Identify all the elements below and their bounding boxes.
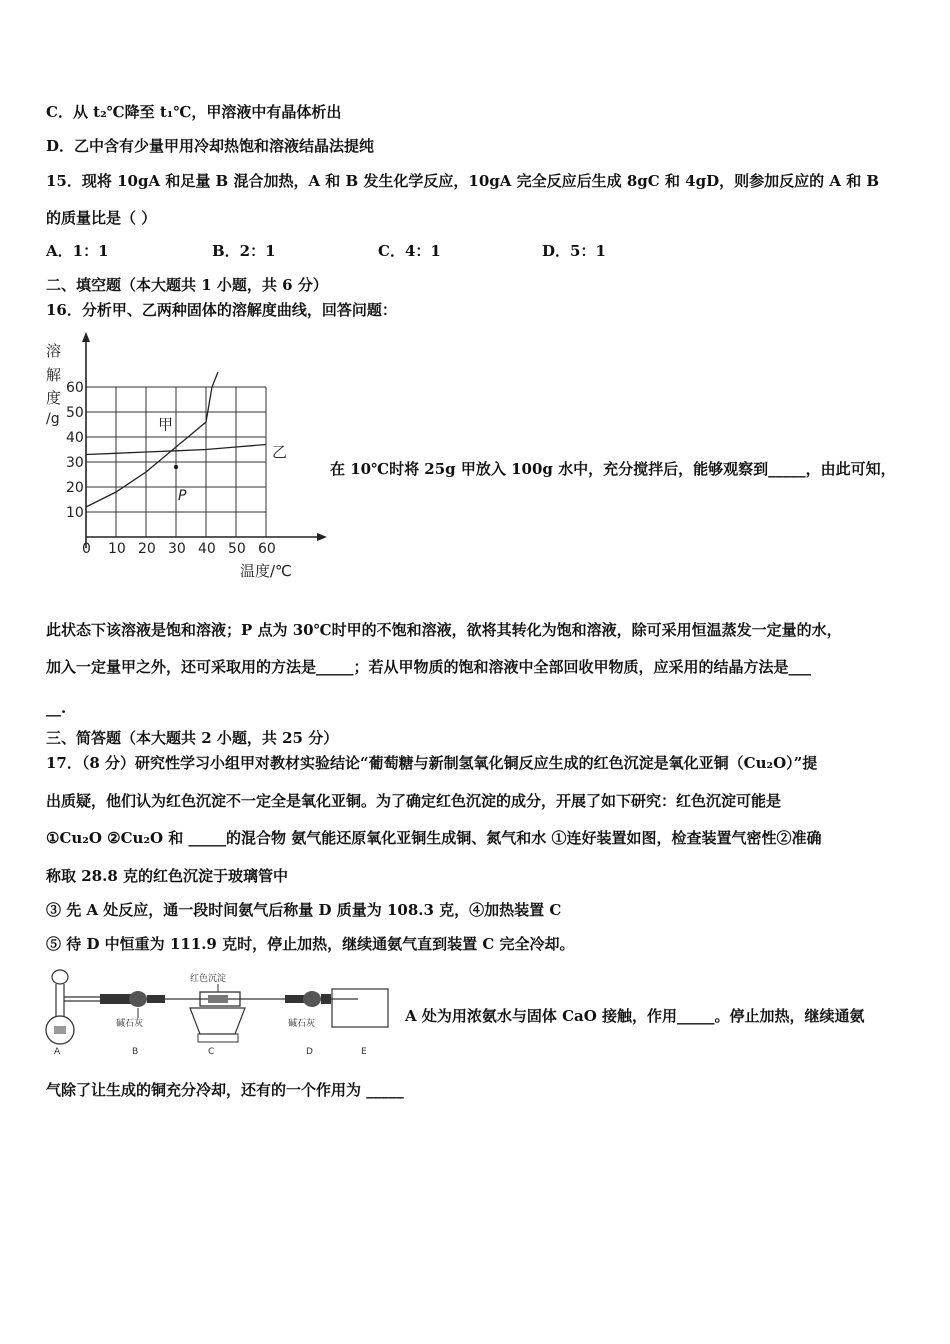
apparatus-a-flask (46, 970, 100, 1044)
letter-e: E (361, 1047, 367, 1057)
x-tick-0: 0 (82, 541, 91, 557)
q16-line2: 此状态下该溶液是饱和溶液；P 点为 30℃时甲的不饱和溶液，欲将其转化为饱和溶液，除可采用恒温蒸发一定量的水， (46, 621, 842, 639)
y-tick-10: 10 (66, 505, 84, 521)
q16-line4: __. (46, 699, 67, 717)
x-axis-arrow (317, 533, 327, 541)
letter-d: D (306, 1047, 313, 1057)
q15-stem-line2: 的质量比是（ ） (46, 209, 157, 227)
series-jia-label: 甲 (158, 415, 174, 434)
d-label: 碱石灰 (288, 1019, 316, 1029)
q15-option-a: A．1：1 (46, 242, 109, 260)
y-tick-20: 20 (66, 480, 84, 496)
point-p (174, 465, 178, 469)
q15-option-d: D．5：1 (542, 242, 606, 260)
y-tick-60: 60 (66, 380, 84, 396)
q16-stem: 16．分析甲、乙两种固体的溶解度曲线，回答问题： (46, 301, 397, 319)
q14-option-c: C．从 t₂℃降至 t₁℃，甲溶液中有晶体析出 (46, 103, 342, 121)
q17-line1: 17．（8 分）研究性学习小组甲对教材实验结论“葡萄糖与新制氢氧化铜反应生成的红色沉淀是氧化亚铜（Cu₂O）”提 (46, 754, 818, 772)
section-3-heading: 三、简答题（本大题共 2 小题，共 25 分） (46, 729, 339, 747)
x-tick-10: 10 (108, 541, 126, 557)
chart-ticks (66, 380, 276, 557)
apparatus-b-drying-tube (100, 991, 165, 1029)
q17-line6: ⑤ 待 D 中恒重为 111.9 克时，停止加热，继续通氨气直到装置 C 完全冷却。 (46, 935, 575, 953)
y-axis-label-4: /g (46, 411, 60, 427)
y-axis-label-2: 解 (46, 366, 62, 384)
letter-a: A (54, 1047, 61, 1057)
b-label: 碱石灰 (116, 1019, 144, 1029)
y-axis-arrow (82, 332, 90, 342)
q16-side-text: 在 10℃时将 25g 甲放入 100g 水中，充分搅拌后，能够观察到_____，由此可知， (330, 460, 896, 478)
y-axis-label-3: 度 (46, 389, 62, 407)
x-axis-label: 温度/℃ (240, 562, 292, 580)
solubility-chart (40, 330, 340, 585)
point-p-label: P (178, 488, 187, 504)
apparatus-e-box (332, 989, 388, 1027)
y-tick-50: 50 (66, 405, 84, 421)
y-axis-label-1: 溶 (46, 342, 62, 360)
chart-grid (86, 387, 266, 537)
x-tick-60: 60 (258, 541, 276, 557)
y-tick-40: 40 (66, 430, 84, 446)
x-tick-40: 40 (198, 541, 216, 557)
q15-option-b: B．2：1 (212, 242, 276, 260)
q17-line3: ①Cu₂O ②Cu₂O 和 _____的混合物 氨气能还原氧化亚铜生成铜、氮气和水 ①连好装置如图，检查装置气密性②准确 (46, 829, 822, 847)
series-yi-label: 乙 (272, 443, 288, 461)
q17-line5: ③ 先 A 处反应，通一段时间氨气后称量 D 质量为 108.3 克，④加热装置 C (46, 901, 562, 919)
q17-side-text: A 处为用浓氨水与固体 CaO 接触，作用_____。停止加热，继续通氨 (405, 1007, 865, 1025)
q14-option-d: D．乙中含有少量甲用冷却热饱和溶液结晶法提纯 (46, 137, 375, 155)
q17-line2: 出质疑，他们认为红色沉淀不一定全是氧化亚铜。为了确定红色沉淀的成分，开展了如下研究：红色沉淀可能是 (46, 792, 782, 810)
y-tick-30: 30 (66, 455, 84, 471)
q16-line3: 加入一定量甲之外，还可采取用的方法是_____；若从甲物质的饱和溶液中全部回收甲物质，应采用的结晶方法是___ (46, 658, 812, 676)
q17-line7: 气除了让生成的铜充分冷却，还有的一个作用为 _____ (46, 1081, 404, 1099)
apparatus-c-tube (165, 972, 285, 1042)
x-tick-30: 30 (168, 541, 186, 557)
q15-options (46, 241, 666, 261)
apparatus-d-drying-tube (285, 991, 358, 1029)
letter-c: C (208, 1047, 215, 1057)
c-top-label: 红色沉淀 (190, 974, 227, 984)
section-2-heading: 二、填空题（本大题共 1 小题，共 6 分） (46, 276, 328, 294)
x-tick-50: 50 (228, 541, 246, 557)
x-tick-20: 20 (138, 541, 156, 557)
q15-stem-line1: 15．现将 10gA 和足量 B 混合加热，A 和 B 发生化学反应，10gA 完全反应后生成 8gC 和 4gD，则参加反应的 A 和 B (46, 172, 880, 190)
q17-line4: 称取 28.8 克的红色沉淀于玻璃管中 (46, 867, 288, 885)
letter-b: B (132, 1047, 139, 1057)
apparatus-diagram (40, 964, 395, 1059)
q15-option-c: C．4：1 (378, 242, 441, 260)
